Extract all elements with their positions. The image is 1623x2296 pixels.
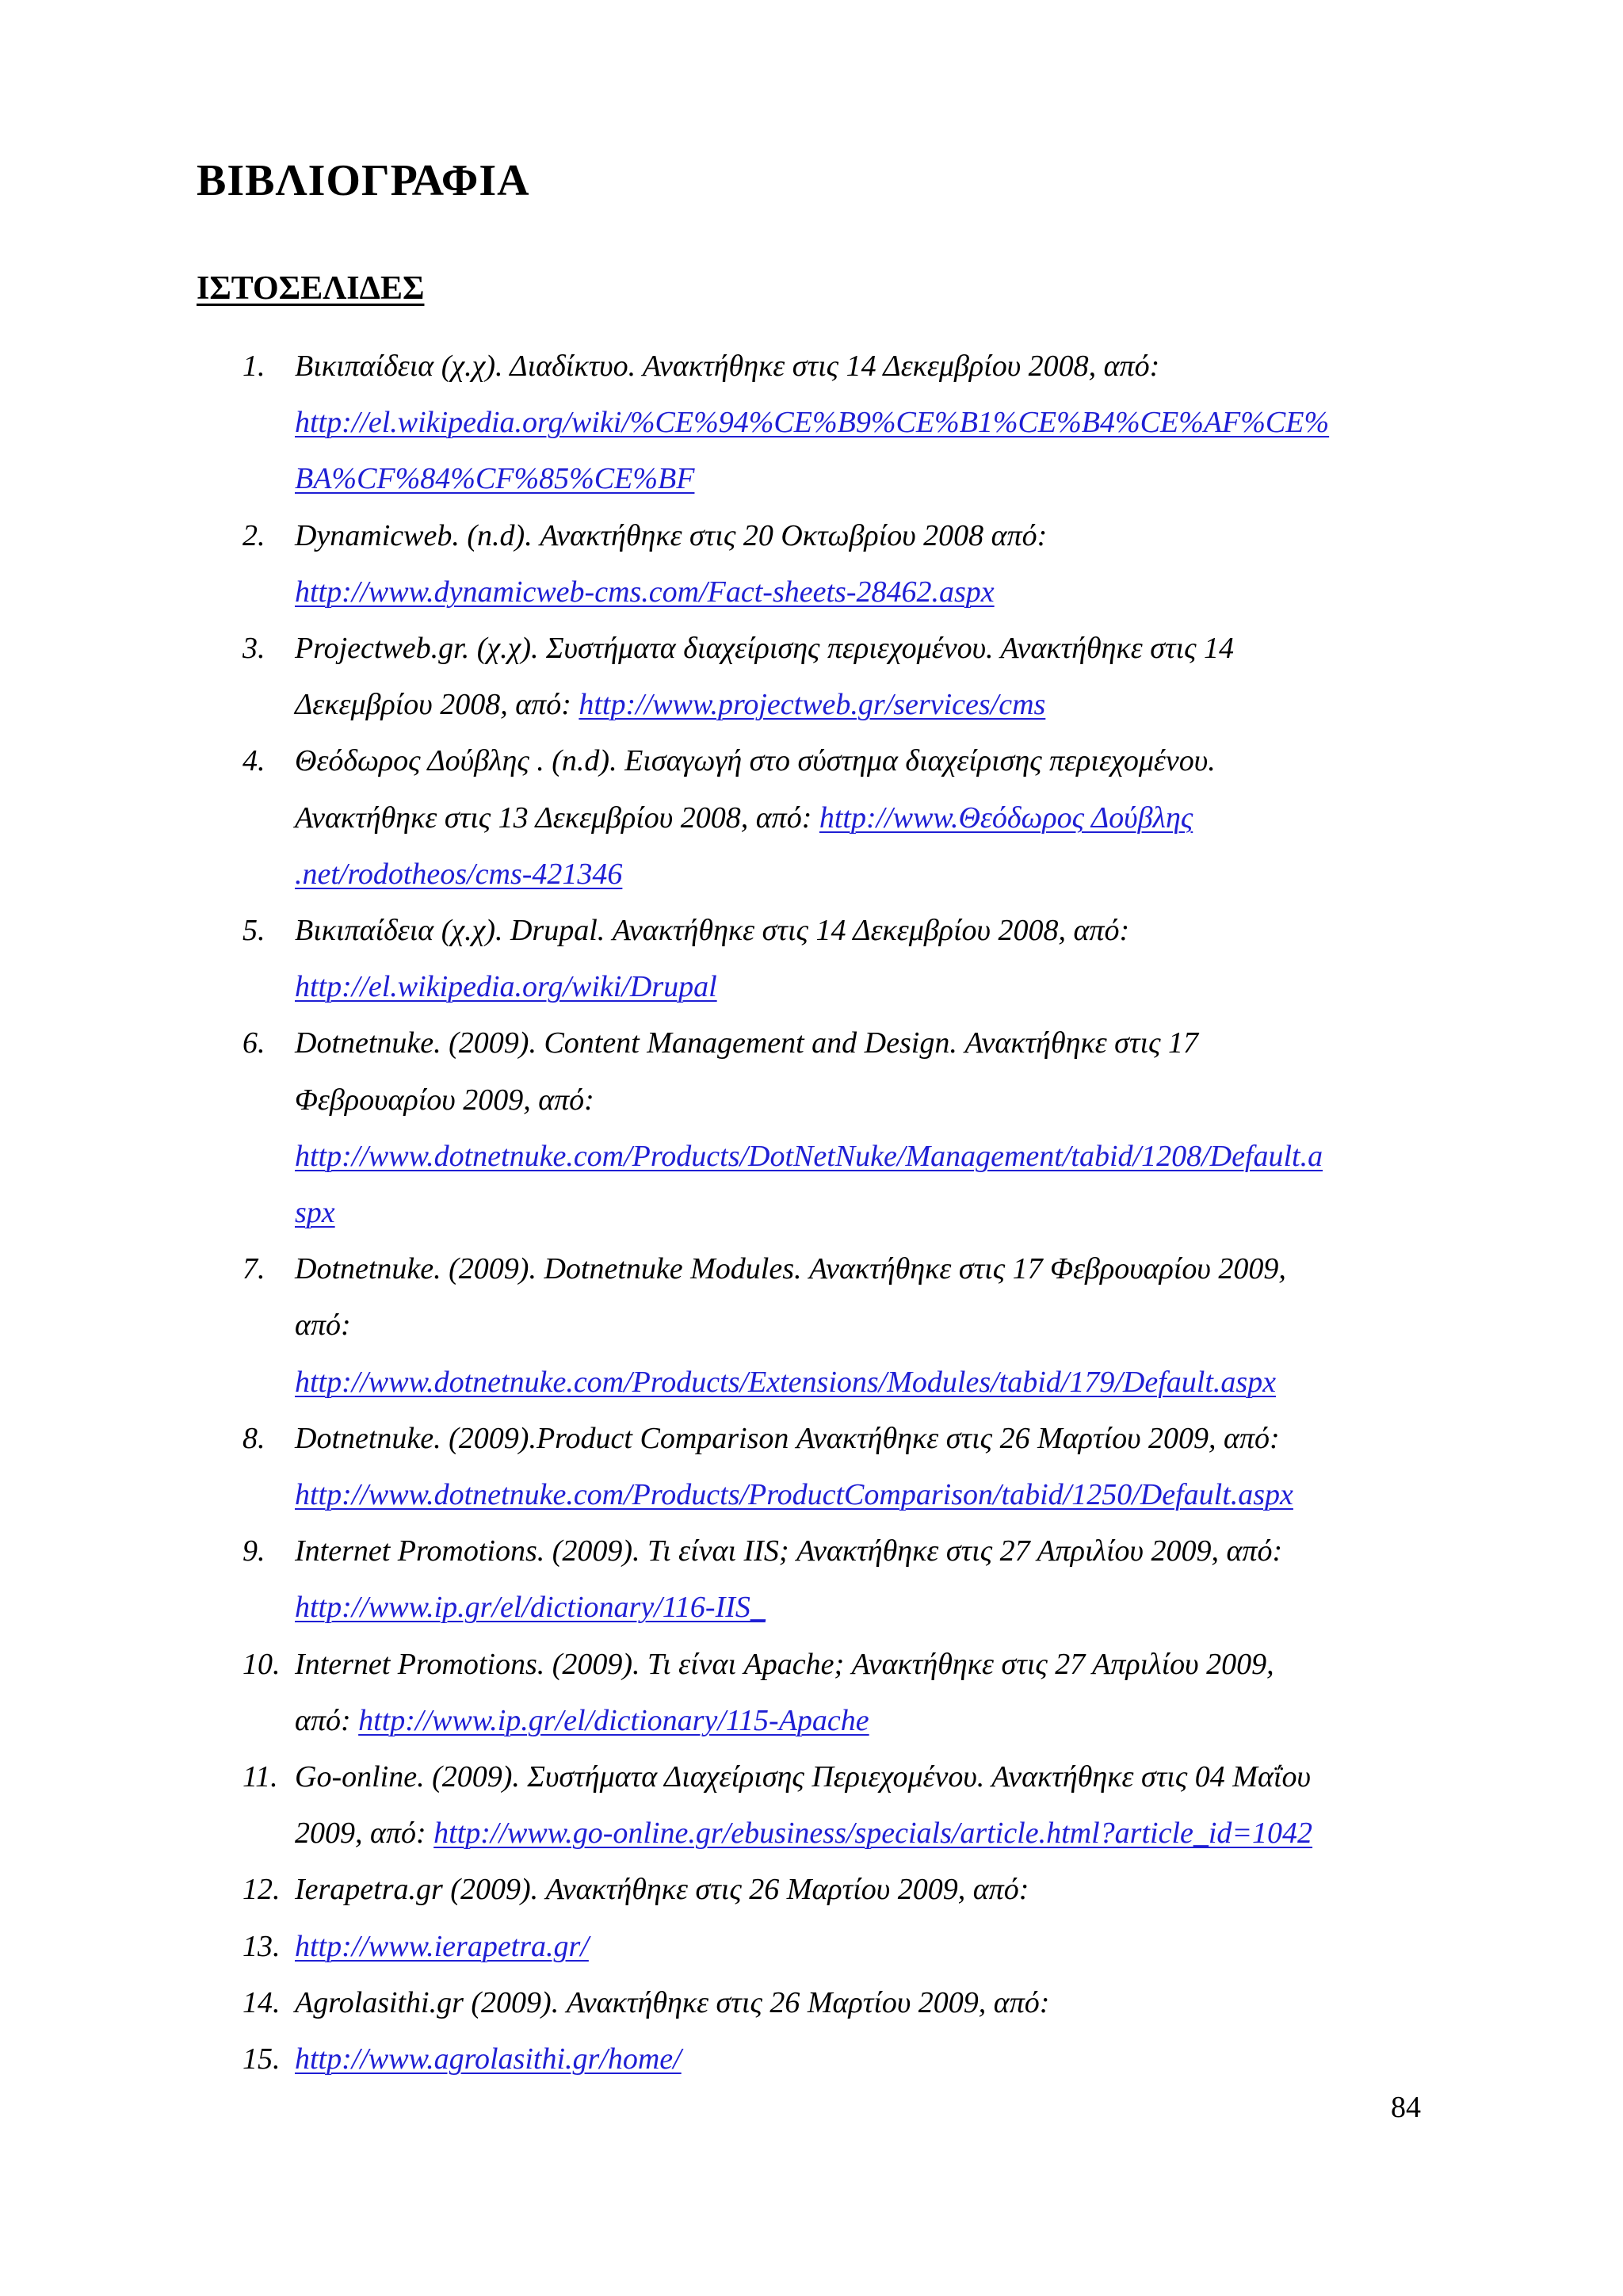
reference-text: Projectweb.gr. (χ.χ). Συστήματα διαχείρισης περιεχομένου. Ανακτήθηκε στις 14 xyxy=(295,632,1235,666)
reference-item-5 xyxy=(0,903,1623,1015)
reference-item-6 xyxy=(0,1015,1623,1241)
reference-text-continued: Ανακτήθηκε στις 13 Δεκεμβρίου 2008, από: xyxy=(295,800,819,835)
reference-list xyxy=(0,338,1623,2088)
reference-item-11 xyxy=(0,1749,1623,1862)
reference-link[interactable]: http://www.projectweb.gr/services/cms xyxy=(579,688,1046,722)
reference-text: Dynamicweb. (n.d). Ανακτήθηκε στις 20 Οκτωβρίου 2008 από: xyxy=(295,518,1048,552)
reference-link[interactable]: http://www.Θεόδωρος Δούβλης xyxy=(819,800,1193,835)
reference-number: 2. xyxy=(242,518,265,552)
reference-text-continued: Δεκεμβρίου 2008, από: xyxy=(295,688,579,722)
reference-text: Βικιπαίδεια (χ.χ). Διαδίκτυο. Ανακτήθηκε στις 14 Δεκεμβρίου 2008, από: xyxy=(295,350,1160,383)
reference-text-continued: 2009, από: xyxy=(295,1817,434,1851)
reference-number: 4. xyxy=(242,744,265,778)
reference-item-1 xyxy=(0,338,1623,508)
reference-text-continued: Φεβρουαρίου 2009, από: xyxy=(295,1083,594,1117)
section-heading-websites: ΙΣΤΟΣΕΛΙΔΕΣ xyxy=(197,270,425,307)
reference-item-2 xyxy=(0,508,1623,621)
reference-item-14 xyxy=(0,1975,1623,2031)
reference-number: 12. xyxy=(242,1873,281,1907)
page-title: ΒΙΒΛΙΟΓΡΑΦΙΑ xyxy=(197,156,530,205)
page-number: 84 xyxy=(1391,2091,1421,2124)
reference-link-continued[interactable]: .net/rodotheos/cms-421346 xyxy=(295,857,623,891)
reference-link-continued[interactable]: spx xyxy=(295,1196,335,1230)
reference-link[interactable]: http://www.dynamicweb-cms.com/Fact-sheets-28462.aspx xyxy=(295,575,995,609)
reference-item-8 xyxy=(0,1411,1623,1523)
reference-text: Go-online. (2009). Συστήματα Διαχείρισης Περιεχομένου. Ανακτήθηκε στις 04 Μαΐου xyxy=(295,1760,1311,1794)
reference-number: 13. xyxy=(242,1929,281,1963)
reference-text: Θεόδωρος Δούβλης . (n.d). Εισαγωγή στο σύστημα διαχείρισης περιεχομένου. xyxy=(295,744,1216,778)
reference-link[interactable]: http://www.ierapetra.gr/ xyxy=(295,1929,589,1963)
reference-text: Ierapetra.gr (2009). Ανακτήθηκε στις 26 Μαρτίου 2009, από: xyxy=(295,1873,1029,1907)
reference-item-9 xyxy=(0,1523,1623,1636)
reference-item-13 xyxy=(0,1919,1623,1975)
reference-item-3 xyxy=(0,621,1623,733)
reference-link[interactable]: http://www.ip.gr/el/dictionary/116-IIS_ xyxy=(295,1591,766,1625)
reference-item-12 xyxy=(0,1862,1623,1918)
reference-link[interactable]: http://el.wikipedia.org/wiki/Drupal xyxy=(295,970,717,1004)
reference-number: 11. xyxy=(242,1760,278,1794)
reference-text: Agrolasithi.gr (2009). Ανακτήθηκε στις 26 Μαρτίου 2009, από: xyxy=(295,1985,1050,2019)
reference-link[interactable]: http://www.go-online.gr/ebusiness/specials/article.html?article_id=1042 xyxy=(433,1817,1313,1851)
reference-item-15 xyxy=(0,2031,1623,2088)
reference-number: 10. xyxy=(242,1647,281,1681)
reference-text: Dotnetnuke. (2009). Dotnetnuke Modules. Ανακτήθηκε στις 17 Φεβρουαρίου 2009, xyxy=(295,1252,1286,1286)
reference-text: Internet Promotions. (2009). Τι είναι IIS; Ανακτήθηκε στις 27 Απριλίου 2009, από: xyxy=(295,1534,1283,1568)
reference-text: Internet Promotions. (2009). Τι είναι Apache; Ανακτήθηκε στις 27 Απριλίου 2009, xyxy=(295,1647,1274,1681)
reference-text: Dotnetnuke. (2009).Product Comparison Ανακτήθηκε στις 26 Μαρτίου 2009, από: xyxy=(295,1421,1280,1455)
reference-link[interactable]: http://www.dotnetnuke.com/Products/DotNetNuke/Management/tabid/1208/Default.a xyxy=(295,1139,1323,1173)
reference-text-continued: από: xyxy=(295,1703,359,1737)
reference-number: 15. xyxy=(242,2042,281,2076)
reference-link[interactable]: http://www.dotnetnuke.com/Products/ProductComparison/tabid/1250/Default.aspx xyxy=(295,1478,1293,1512)
reference-number: 5. xyxy=(242,914,265,948)
reference-number: 3. xyxy=(242,632,265,666)
reference-text: Dotnetnuke. (2009). Content Management and Design. Ανακτήθηκε στις 17 xyxy=(295,1026,1198,1060)
reference-number: 1. xyxy=(242,350,265,383)
reference-number: 9. xyxy=(242,1534,265,1568)
reference-item-7 xyxy=(0,1241,1623,1411)
reference-link[interactable]: http://el.wikipedia.org/wiki/%CE%94%CE%B9%CE%B1%CE%B4%CE%AF%CE% xyxy=(295,406,1330,440)
reference-text: Βικιπαίδεια (χ.χ). Drupal. Ανακτήθηκε στις 14 Δεκεμβρίου 2008, από: xyxy=(295,914,1130,948)
reference-number: 7. xyxy=(242,1252,265,1286)
reference-link-continued[interactable]: BA%CF%84%CF%85%CE%BF xyxy=(295,462,695,496)
reference-link[interactable]: http://www.dotnetnuke.com/Products/Extensions/Modules/tabid/179/Default.aspx xyxy=(295,1365,1277,1399)
reference-link[interactable]: http://www.agrolasithi.gr/home/ xyxy=(295,2042,682,2076)
reference-number: 6. xyxy=(242,1026,265,1060)
reference-item-4 xyxy=(0,733,1623,903)
reference-link[interactable]: http://www.ip.gr/el/dictionary/115-Apache xyxy=(358,1703,869,1737)
reference-number: 8. xyxy=(242,1421,265,1455)
reference-item-10 xyxy=(0,1637,1623,1749)
reference-number: 14. xyxy=(242,1985,281,2019)
reference-text-continued: από: xyxy=(295,1308,351,1343)
